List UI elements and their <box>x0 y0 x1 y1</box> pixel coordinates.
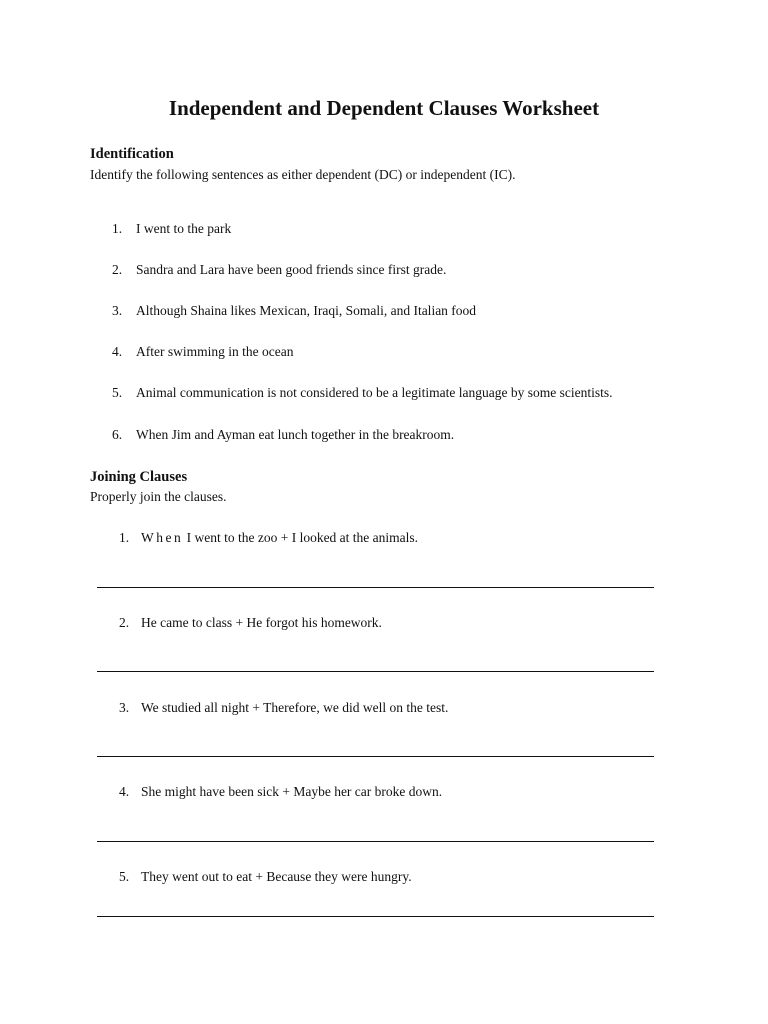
answer-line[interactable] <box>97 756 654 757</box>
item-number: 3. <box>119 700 130 715</box>
answer-line[interactable] <box>97 587 654 588</box>
item-text: They went out to eat + Because they were hungry. <box>141 869 412 884</box>
answer-line[interactable] <box>97 671 654 672</box>
item-text: Although Shaina likes Mexican, Iraqi, Somali, and Italian food <box>136 303 477 318</box>
item-number: 4. <box>112 344 123 359</box>
item-rest: I went to the zoo + I looked at the animals. <box>183 530 419 545</box>
item-text: He came to class + He forgot his homework. <box>141 615 382 630</box>
identification-instruction: Identify the following sentences as either dependent (DC) or independent (IC). <box>90 167 516 182</box>
item-prefix: When <box>141 530 184 545</box>
joining-instruction: Properly join the clauses. <box>90 489 227 504</box>
item-number: 2. <box>119 615 130 630</box>
joining-heading: Joining Clauses <box>90 469 188 485</box>
item-text: When Jim and Ayman eat lunch together in the breakroom. <box>136 427 455 442</box>
item-text: Animal communication is not considered to be a legitimate language by some scientists. <box>136 385 613 400</box>
item-number: 2. <box>112 262 123 277</box>
item-text: She might have been sick + Maybe her car broke down. <box>141 784 443 799</box>
item-text: After swimming in the ocean <box>136 344 294 359</box>
item-number: 1. <box>119 530 130 545</box>
item-number: 5. <box>112 385 123 400</box>
page-title: Independent and Dependent Clauses Worksheet <box>168 96 600 120</box>
item-text <box>141 529 418 547</box>
item-number: 6. <box>112 427 123 442</box>
item-text: We studied all night + Therefore, we did well on the test. <box>141 700 449 715</box>
item-text: I went to the park <box>136 221 232 236</box>
item-number: 5. <box>119 869 130 884</box>
item-text: Sandra and Lara have been good friends since first grade. <box>136 262 447 277</box>
item-number: 3. <box>112 303 123 318</box>
identification-heading: Identification <box>90 146 174 162</box>
item-number: 1. <box>112 221 123 236</box>
answer-line[interactable] <box>97 841 654 842</box>
answer-line[interactable] <box>97 916 654 917</box>
item-number: 4. <box>119 784 130 799</box>
